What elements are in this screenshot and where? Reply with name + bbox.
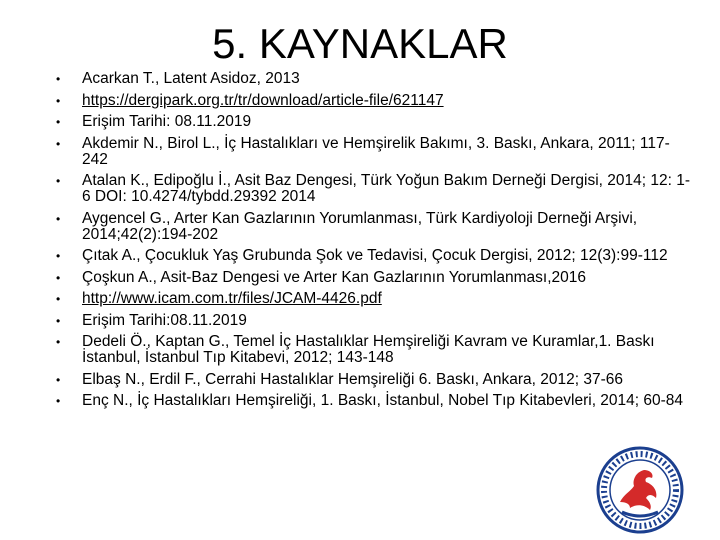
reference-text: Erişim Tarihi:08.11.2019 — [82, 311, 247, 329]
bullet: • — [56, 372, 61, 387]
slide-title: 5. KAYNAKLAR — [212, 20, 508, 67]
reference-text: Atalan K., Edipoğlu İ., Asit Baz Dengesi, Türk Yoğun Bakım Derneği Dergisi, 2014; 12: 1-6 DOI: 10.4274/tybdd.29392 2014 — [82, 172, 691, 205]
bullet: • — [56, 313, 61, 328]
bullet: • — [56, 115, 61, 129]
bullet: • — [56, 136, 61, 151]
reference-item[interactable] — [52, 291, 692, 307]
reference-text: Elbaş N., Erdil F., Cerrahi Hastalıklar Hemşireliği 6. Baskı, Ankara, 2012; 37-66 — [82, 370, 624, 388]
reference-text: Çıtak A., Çocukluk Yaş Grubunda Şok ve Tedavisi, Çocuk Dergisi, 2012; 12(3):99-112 — [82, 247, 668, 264]
reference-item — [52, 136, 692, 168]
reference-item — [52, 393, 692, 409]
bullet: • — [56, 292, 61, 306]
reference-item — [52, 313, 692, 329]
reference-text: Aygencel G., Arter Kan Gazlarının Yorumlanması, Türk Kardiyoloji Derneği Arşivi, 2014;42(2):194-202 — [82, 209, 638, 243]
reference-item — [52, 71, 692, 87]
reference-item[interactable] — [52, 93, 692, 109]
reference-text: Dedeli Ö., Kaptan G., Temel İç Hastalıklar Hemşireliği Kavram ve Kuramlar,1. Baskı İstanbul, İstanbul Tıp Kitabevi, 2012; 143-148 — [82, 333, 655, 366]
reference-text: Akdemir N., Birol L., İç Hastalıkları ve Hemşirelik Bakımı, 3. Baskı, Ankara, 2011; 117-242 — [82, 134, 670, 168]
reference-item — [52, 372, 692, 388]
reference-item — [52, 248, 692, 264]
reference-item — [52, 334, 692, 366]
reference-item — [52, 211, 692, 243]
bullet: • — [56, 72, 61, 86]
bullet: • — [56, 211, 61, 226]
bullet: • — [56, 270, 61, 285]
reference-text: Acarkan T., Latent Asidoz, 2013 — [82, 70, 300, 87]
reference-text: Enç N., İç Hastalıkları Hemşireliği, 1. Baskı, İstanbul, Nobel Tıp Kitabevleri, 2014; 60-84 — [82, 392, 684, 409]
bullet: • — [56, 93, 61, 108]
bullet: • — [56, 335, 61, 349]
reference-list — [52, 71, 692, 415]
reference-link[interactable]: https://dergipark.org.tr/tr/download/article-file/621147 — [82, 91, 444, 109]
bullet: • — [56, 394, 61, 408]
bullet: • — [56, 174, 61, 188]
reference-item — [52, 173, 692, 205]
reference-link[interactable]: http://www.icam.com.tr/files/JCAM-4426.pdf — [82, 290, 382, 307]
reference-text: Erişim Tarihi: 08.11.2019 — [82, 113, 252, 130]
reference-item — [52, 114, 692, 130]
reference-item — [52, 270, 692, 286]
university-seal-icon — [596, 446, 684, 534]
reference-text: Çoşkun A., Asit-Baz Dengesi ve Arter Kan Gazlarının Yorumlanması,2016 — [82, 268, 587, 286]
bullet: • — [56, 249, 61, 263]
